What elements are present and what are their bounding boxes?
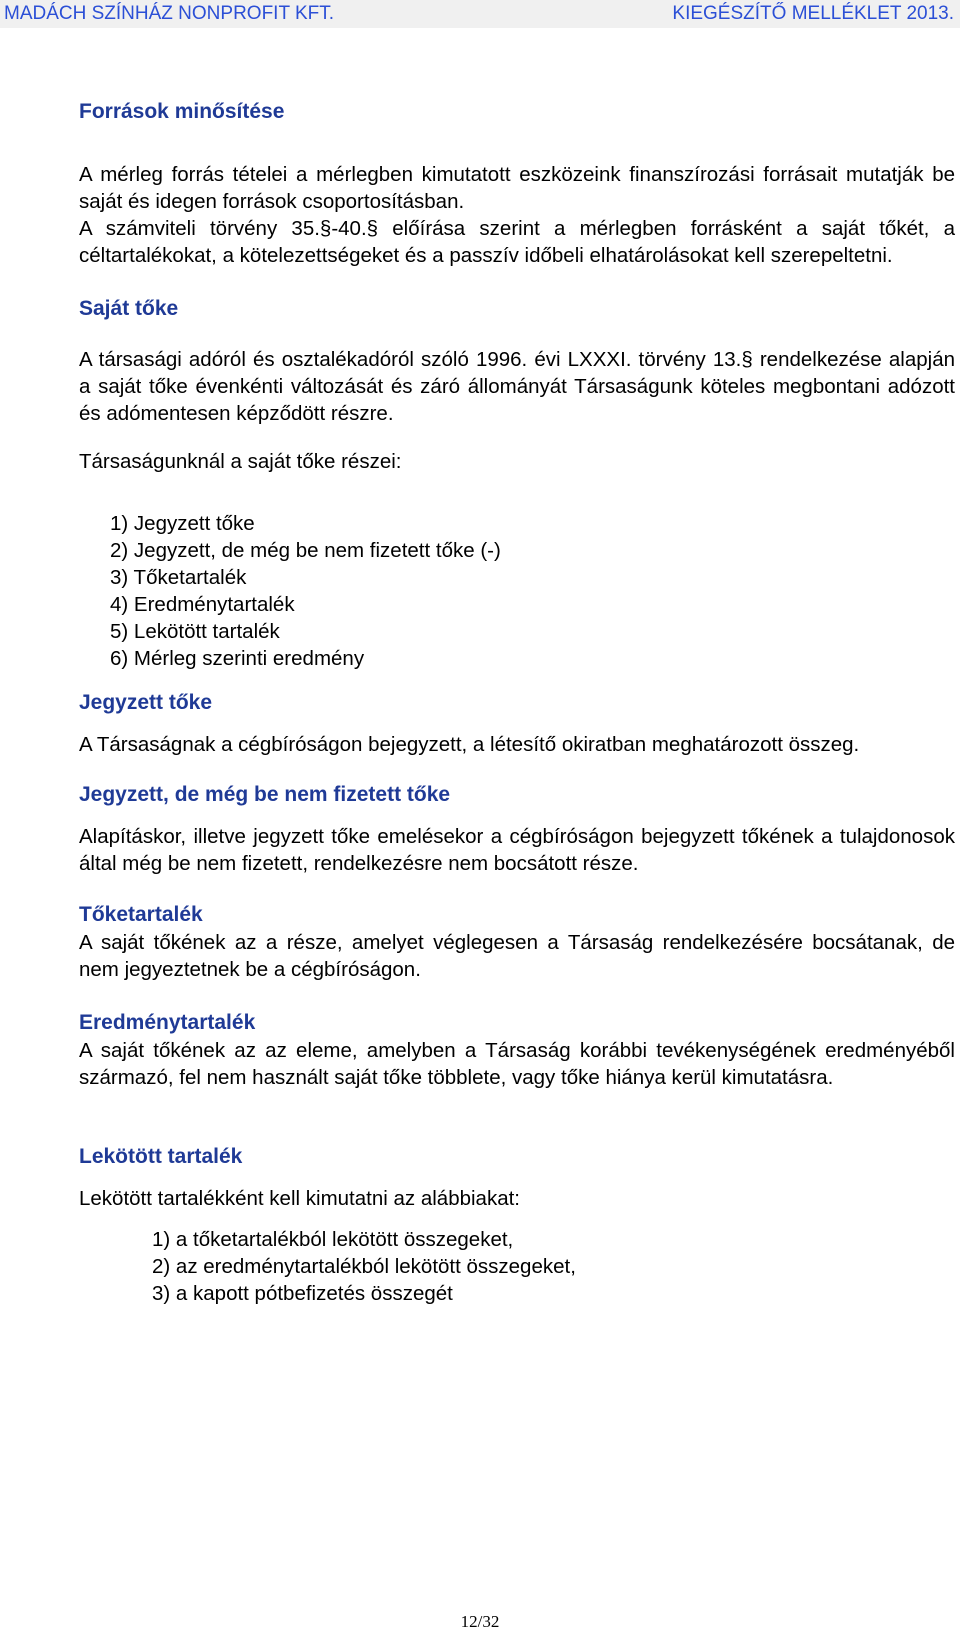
list-item: 5) Lekötött tartalék [110,620,280,643]
list-item: 2) az eredménytartalékból lekötött összegeket, [152,1255,576,1278]
document-body [79,98,955,1307]
page-number: 12/32 [460,1612,500,1631]
heading-jegyzett-toke: Jegyzett tőke [79,691,213,714]
paragraph: Alapításkor, illetve jegyzett tőke emelésekor a cégbíróságon bejegyzett tőkének a tulajdonosok által még be nem fizetett, rendelkezésre nem bocsátott része. [79,825,955,875]
list-item: 3) a kapott pótbefizetés összegét [152,1282,453,1305]
heading-toketartalek: Tőketartalék [79,903,203,926]
heading-sajat-toke: Saját tőke [79,297,179,320]
paragraph: A társasági adóról és osztalékadóról szóló 1996. évi LXXXI. törvény 13.§ rendelkezése alapján a saját tőke évenkénti változását és záró állományát Társaságunk köteles megbontani adózott és adómentesen képződött részre. [79,348,955,425]
list-item: 6) Mérleg szerinti eredmény [110,647,365,670]
page-header [0,0,960,28]
list-item: 1) Jegyzett tőke [110,512,255,535]
paragraph: A saját tőkének az az eleme, amelyben a Társaság korábbi tevékenységének eredményéből származó, fel nem használt saját tőke többlete, vagy tőke hiánya kerül kimutatásra. [79,1039,955,1089]
paragraph: A számviteli törvény 35.§-40.§ előírása szerint a mérlegben forrásként a saját tőkét, a céltartalékokat, a kötelezettségeket és a passzív időbeli elhatárolásokat kell szerepeltetni. [79,217,955,267]
list-item: 4) Eredménytartalék [110,593,295,616]
paragraph: A Társaságnak a cégbíróságon bejegyzett, a létesítő okiratban meghatározott összeg. [79,733,860,756]
header-document-title: KIEGÉSZÍTŐ MELLÉKLET 2013. [672,3,954,24]
heading-lekotott-tartalek: Lekötött tartalék [79,1145,243,1168]
paragraph: Társaságunknál a saját tőke részei: [79,450,402,473]
header-company-name: MADÁCH SZÍNHÁZ NONPROFIT KFT. [4,3,335,24]
paragraph: A saját tőkének az a része, amelyet véglegesen a Társaság rendelkezésére bocsátanak, de nem jegyeztetnek be a cégbíróságon. [79,931,955,981]
tied-up-reserve-list [79,1226,955,1307]
heading-jegyzett-be-nem-fizetett-toke: Jegyzett, de még be nem fizetett tőke [79,783,451,806]
list-item: 2) Jegyzett, de még be nem fizetett tőke (-) [110,539,501,562]
equity-parts-list [79,510,955,672]
list-item: 3) Tőketartalék [110,566,247,589]
paragraph: A mérleg forrás tételei a mérlegben kimutatott eszközeink finanszírozási forrásait mutatják be saját és idegen források csoportosításban. [79,163,955,213]
heading-forrasok-minositese: Források minősítése [79,100,285,123]
list-item: 1) a tőketartalékból lekötött összegeket, [152,1228,514,1251]
heading-eredmenytartalek: Eredménytartalék [79,1011,256,1034]
paragraph: Lekötött tartalékként kell kimutatni az alábbiakat: [79,1187,520,1210]
